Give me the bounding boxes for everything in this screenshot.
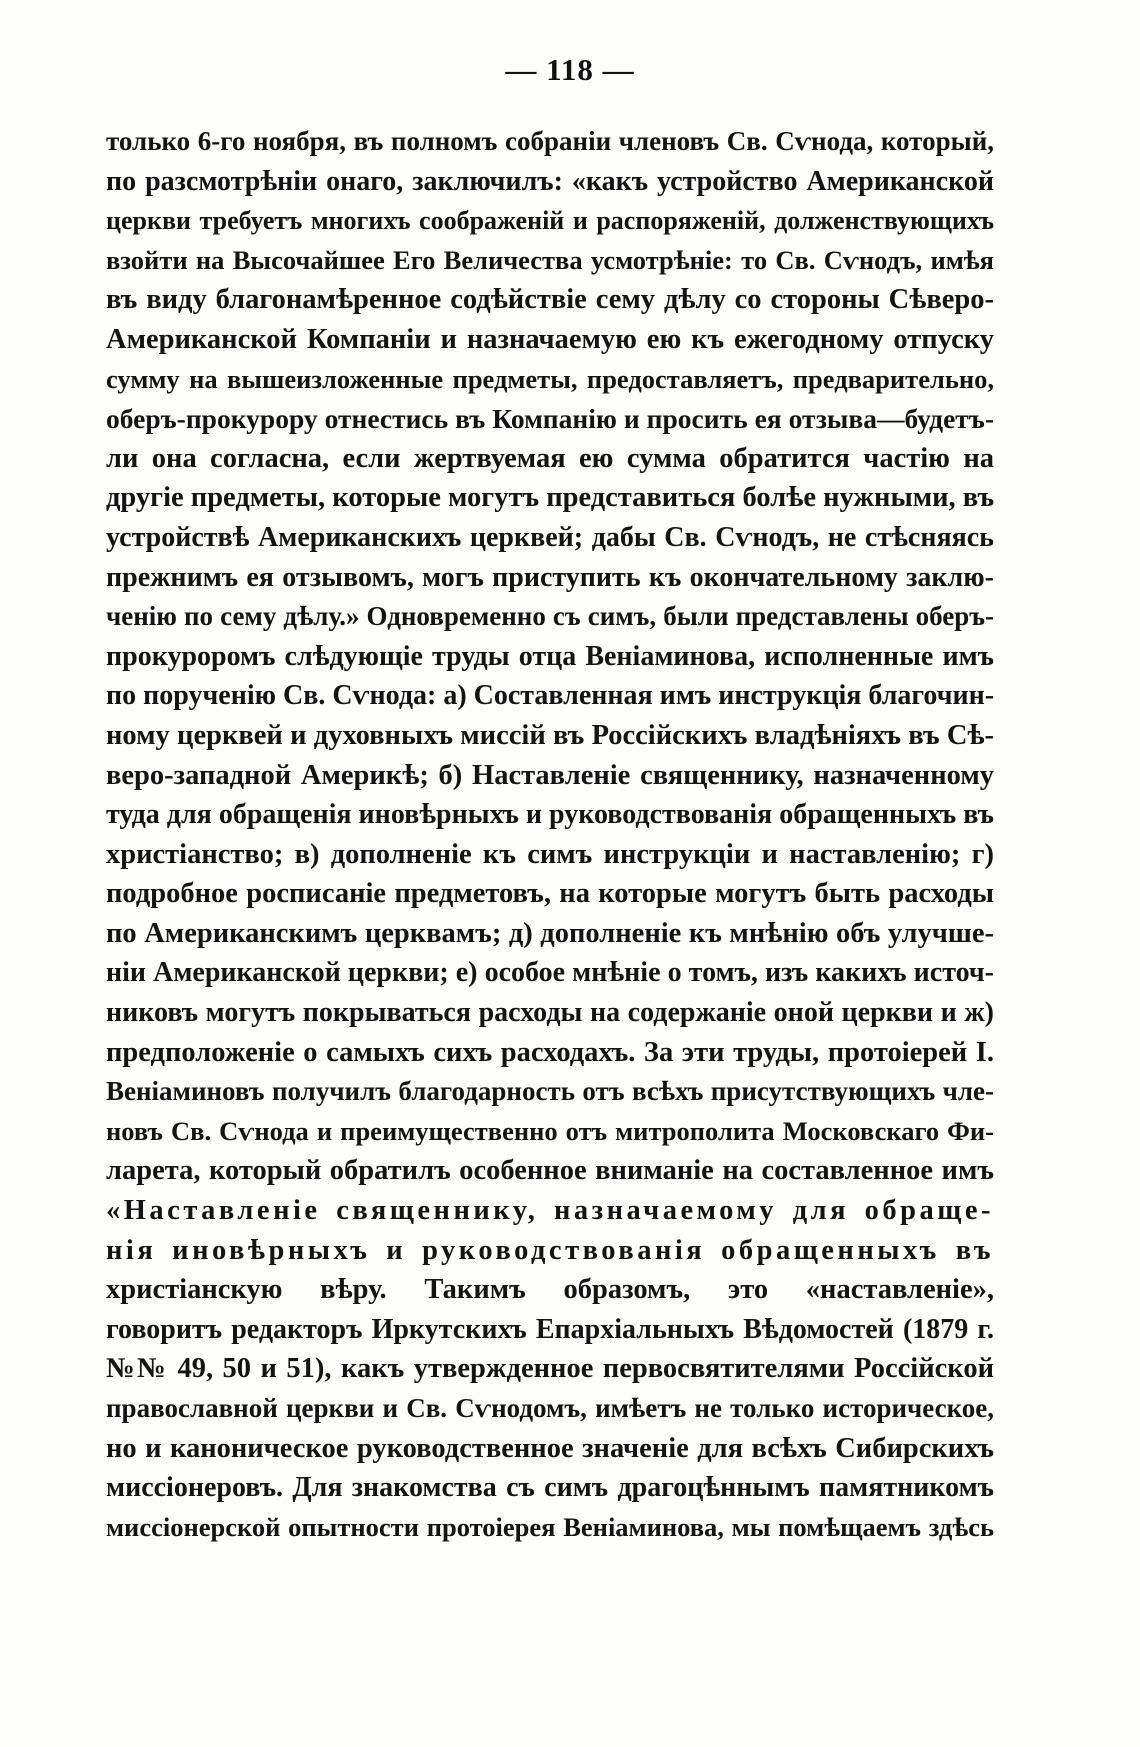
text-line: Веніаминовъ получилъ благодарность отъ всѣхъ присутствующихъ чле- [106, 1076, 994, 1107]
text-line: прежнимъ ея отзывомъ, могъ приступить къ окончательному заклю- [106, 561, 994, 593]
text-line: церкви требуетъ многихъ соображеній и распоряженій, долженствующихъ [106, 206, 994, 236]
text-line: въ виду благонамѣренное содѣйствіе сему дѣлу со стороны Сѣверо- [106, 284, 994, 316]
text-line: по разсмотрѣніи онаго, заключилъ: «какъ устройство Американской [106, 165, 994, 197]
text-line: прокуроромъ слѣдующіе труды отца Веніаминова, исполненные имъ [106, 640, 994, 672]
text-line: сумму на вышеизложенные предметы, предоставляетъ, предварительно, [106, 363, 994, 394]
text-line: христіанскую вѣру. Такимъ образомъ, это «наставленіе», [106, 1274, 994, 1306]
text-line: другіе предметы, которые могутъ представиться болѣе нужными, въ [106, 482, 994, 514]
text-line: но и каноническое руководственное значеніе для всѣхъ Сибирскихъ [106, 1432, 994, 1464]
text-line: ченію по сему дѣлу.» Одновременно съ симъ, были представлены оберъ- [106, 601, 994, 632]
page-number: — 118 — [505, 52, 635, 87]
text-line: по Американскимъ церквамъ; д) дополненіе къ мнѣнію объ улучше- [106, 917, 994, 949]
text-line: ларета, который обратилъ особенное вниманіе на составленное имъ [106, 1155, 994, 1187]
text-line: подробное росписаніе предметовъ, на которые могутъ быть расходы [106, 878, 994, 910]
text-line: взойти на Высочайшее Его Величества усмотрѣніе: то Св. Сѵнодъ, имѣя [106, 244, 994, 275]
text-line: ному церквей и духовныхъ миссій въ Россійскихъ владѣніяхъ въ Сѣ- [106, 719, 994, 751]
text-line: по порученію Св. Сѵнода: а) Составленная имъ инструкція благочин- [106, 680, 994, 712]
text-line: ли она согласна, если жертвуемая ею сумма обратится частію на [106, 442, 994, 474]
text-line: миссіонеровъ. Для знакомства съ симъ драгоцѣннымъ памятникомъ [106, 1472, 994, 1504]
text-line: новъ Св. Сѵнода и преимущественно отъ митрополита Московскаго Фи- [106, 1115, 994, 1146]
body-text [106, 122, 994, 1547]
text-line: ніи Американской церкви; е) особое мнѣніе о томъ, изъ какихъ источ- [106, 957, 994, 989]
text-line-spaced: «Наставленіе священнику, назначаемому для обраще- [106, 1195, 994, 1227]
text-line: туда для обращенія иновѣрныхъ и руководствованія обращенныхъ въ [106, 799, 994, 831]
text-line: предположеніе о самыхъ сихъ расходахъ. За эти труды, протоіерей І. [106, 1036, 994, 1068]
text-line: никовъ могутъ покрываться расходы на содержаніе оной церкви и ж) [106, 997, 994, 1029]
text-line: православной церкви и Св. Сѵнодомъ, имѣетъ не только историческое, [106, 1393, 994, 1423]
text-line: говоритъ редакторъ Иркутскихъ Епархіальныхъ Вѣдомостей (1879 г. [106, 1313, 994, 1345]
text-line: Американской Компаніи и назначаемую ею къ ежегодному отпуску [106, 323, 994, 355]
text-line: устройствѣ Американскихъ церквей; дабы Св. Сѵнодъ, не стѣсняясь [106, 521, 994, 553]
text-line: только 6-го ноября, въ полномъ собраніи членовъ Св. Сѵнода, который, [106, 126, 994, 156]
text-line: №№ 49, 50 и 51), какъ утвержденное первосвятителями Россійской [106, 1353, 994, 1385]
text-line: христіанство; в) дополненіе къ симъ инструкціи и наставленію; г) [106, 838, 994, 870]
text-line: веро-западной Америкѣ; б) Наставленіе священнику, назначенному [106, 759, 994, 791]
text-line: оберъ-прокурору отнестись въ Компанію и просить ея отзыва—будетъ- [106, 403, 994, 435]
text-line-spaced: нія иновѣрныхъ и руководствованія обращенныхъ въ [106, 1234, 994, 1266]
text-line: миссіонерской опытности протоіерея Веніаминова, мы помѣщаемъ здѣсь [106, 1511, 994, 1542]
